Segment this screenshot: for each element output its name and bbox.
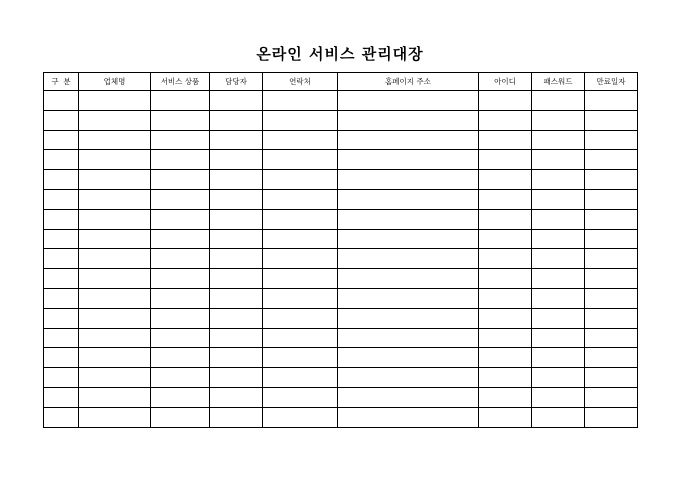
cell-category [44,308,79,328]
cell-expiry-date [585,387,638,407]
cell-category [44,130,79,150]
cell-expiry-date [585,189,638,209]
cell-service-product [151,209,210,229]
cell-service-product [151,229,210,249]
cell-category [44,110,79,130]
table-row [44,91,638,111]
cell-password [532,229,585,249]
table-row [44,209,638,229]
cell-homepage-url [338,288,479,308]
header-category: 구 분 [44,73,79,91]
cell-manager [210,229,263,249]
cell-contact [263,130,338,150]
cell-password [532,130,585,150]
cell-expiry-date [585,229,638,249]
cell-homepage-url [338,91,479,111]
cell-user-id [479,269,532,289]
cell-contact [263,91,338,111]
cell-contact [263,328,338,348]
cell-category [44,348,79,368]
cell-user-id [479,130,532,150]
cell-user-id [479,91,532,111]
cell-user-id [479,407,532,427]
cell-contact [263,368,338,388]
header-manager: 담당자 [210,73,263,91]
cell-manager [210,407,263,427]
cell-manager [210,189,263,209]
cell-password [532,308,585,328]
header-company: 업체명 [79,73,151,91]
cell-category [44,387,79,407]
cell-homepage-url [338,348,479,368]
cell-user-id [479,150,532,170]
cell-password [532,269,585,289]
table-row [44,249,638,269]
cell-company [79,170,151,190]
cell-manager [210,348,263,368]
cell-homepage-url [338,387,479,407]
ledger-body [44,91,638,428]
cell-contact [263,110,338,130]
table-row [44,150,638,170]
table-row [44,308,638,328]
cell-homepage-url [338,189,479,209]
cell-manager [210,387,263,407]
cell-company [79,229,151,249]
cell-expiry-date [585,288,638,308]
cell-expiry-date [585,407,638,427]
cell-expiry-date [585,130,638,150]
cell-user-id [479,110,532,130]
cell-manager [210,269,263,289]
cell-manager [210,209,263,229]
cell-manager [210,110,263,130]
cell-password [532,91,585,111]
cell-service-product [151,150,210,170]
cell-category [44,288,79,308]
cell-homepage-url [338,328,479,348]
table-row [44,387,638,407]
cell-user-id [479,209,532,229]
cell-password [532,407,585,427]
cell-user-id [479,189,532,209]
cell-user-id [479,288,532,308]
cell-password [532,209,585,229]
cell-expiry-date [585,110,638,130]
cell-company [79,387,151,407]
cell-contact [263,308,338,328]
table-row [44,328,638,348]
cell-expiry-date [585,91,638,111]
cell-expiry-date [585,209,638,229]
cell-company [79,308,151,328]
table-row [44,110,638,130]
cell-contact [263,269,338,289]
cell-manager [210,150,263,170]
cell-homepage-url [338,130,479,150]
cell-expiry-date [585,269,638,289]
cell-password [532,368,585,388]
cell-password [532,288,585,308]
cell-company [79,91,151,111]
cell-service-product [151,288,210,308]
table-row [44,229,638,249]
cell-company [79,348,151,368]
table-row [44,348,638,368]
cell-category [44,328,79,348]
cell-expiry-date [585,348,638,368]
cell-category [44,229,79,249]
cell-password [532,150,585,170]
header-user-id: 아이디 [479,73,532,91]
cell-company [79,130,151,150]
header-password: 패스워드 [532,73,585,91]
cell-service-product [151,328,210,348]
cell-contact [263,348,338,368]
cell-password [532,249,585,269]
cell-service-product [151,368,210,388]
cell-user-id [479,368,532,388]
table-row [44,269,638,289]
cell-category [44,91,79,111]
cell-user-id [479,249,532,269]
cell-service-product [151,91,210,111]
cell-expiry-date [585,150,638,170]
cell-service-product [151,249,210,269]
cell-user-id [479,387,532,407]
cell-password [532,328,585,348]
cell-service-product [151,407,210,427]
cell-manager [210,170,263,190]
cell-category [44,368,79,388]
cell-company [79,150,151,170]
cell-company [79,209,151,229]
table-row [44,189,638,209]
cell-user-id [479,348,532,368]
cell-company [79,328,151,348]
cell-category [44,269,79,289]
cell-password [532,387,585,407]
cell-expiry-date [585,368,638,388]
cell-contact [263,170,338,190]
cell-manager [210,91,263,111]
cell-company [79,189,151,209]
cell-company [79,249,151,269]
cell-contact [263,407,338,427]
cell-service-product [151,170,210,190]
table-row [44,407,638,427]
cell-service-product [151,387,210,407]
cell-password [532,110,585,130]
cell-homepage-url [338,209,479,229]
table-row [44,170,638,190]
header-expiry-date: 만료일자 [585,73,638,91]
cell-homepage-url [338,249,479,269]
cell-manager [210,308,263,328]
cell-contact [263,249,338,269]
cell-password [532,348,585,368]
cell-category [44,249,79,269]
cell-manager [210,368,263,388]
cell-homepage-url [338,269,479,289]
cell-company [79,288,151,308]
cell-manager [210,288,263,308]
cell-expiry-date [585,170,638,190]
cell-user-id [479,308,532,328]
cell-homepage-url [338,110,479,130]
cell-contact [263,229,338,249]
cell-contact [263,288,338,308]
cell-contact [263,189,338,209]
table-row [44,368,638,388]
cell-homepage-url [338,368,479,388]
cell-service-product [151,110,210,130]
cell-service-product [151,189,210,209]
cell-user-id [479,328,532,348]
cell-category [44,407,79,427]
cell-password [532,170,585,190]
cell-category [44,189,79,209]
cell-company [79,407,151,427]
table-row [44,130,638,150]
cell-homepage-url [338,407,479,427]
table-row [44,288,638,308]
cell-homepage-url [338,308,479,328]
cell-manager [210,328,263,348]
cell-expiry-date [585,328,638,348]
cell-service-product [151,348,210,368]
cell-password [532,189,585,209]
header-contact: 연락처 [263,73,338,91]
cell-service-product [151,269,210,289]
cell-homepage-url [338,150,479,170]
cell-homepage-url [338,229,479,249]
cell-company [79,368,151,388]
cell-contact [263,387,338,407]
header-row [44,73,638,91]
cell-manager [210,249,263,269]
cell-contact [263,209,338,229]
cell-category [44,170,79,190]
service-ledger-table [43,72,638,428]
cell-contact [263,150,338,170]
header-service-product: 서비스 상품 [151,73,210,91]
cell-service-product [151,130,210,150]
cell-user-id [479,170,532,190]
cell-category [44,150,79,170]
cell-category [44,209,79,229]
document-title: 온라인 서비스 관리대장 [256,45,424,63]
cell-company [79,269,151,289]
header-homepage-url: 홈페이지 주소 [338,73,479,91]
cell-service-product [151,308,210,328]
cell-company [79,110,151,130]
cell-homepage-url [338,170,479,190]
cell-expiry-date [585,308,638,328]
cell-manager [210,130,263,150]
cell-user-id [479,229,532,249]
cell-expiry-date [585,249,638,269]
